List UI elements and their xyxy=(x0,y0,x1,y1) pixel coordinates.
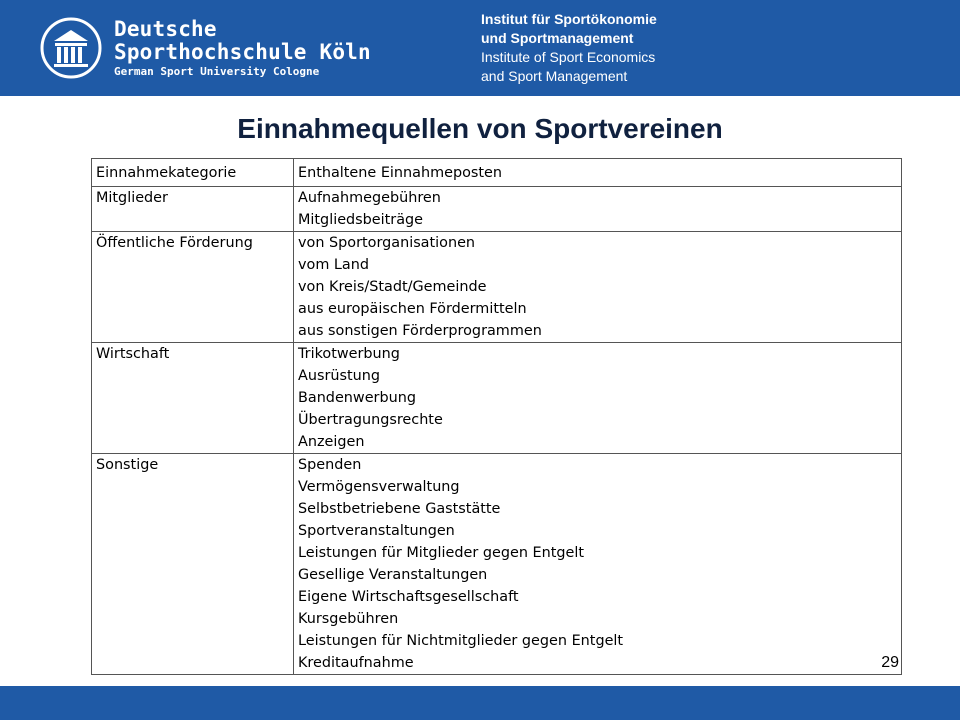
institute-line1: Institut für Sportökonomie xyxy=(481,11,657,27)
table-header-row xyxy=(92,159,902,187)
institute-line2: und Sportmanagement xyxy=(481,30,634,46)
header-category: Einnahmekategorie xyxy=(92,159,294,187)
list-item: Bandenwerbung xyxy=(298,390,416,406)
row-items xyxy=(294,187,902,232)
list-item: Kreditaufnahme xyxy=(298,655,414,671)
list-item: Kursgebühren xyxy=(298,611,399,627)
list-item: Trikotwerbung xyxy=(298,346,400,362)
table-row xyxy=(92,232,902,343)
list-item: von Kreis/Stadt/Gemeinde xyxy=(298,279,487,295)
list-item: aus europäischen Fördermitteln xyxy=(298,301,527,317)
row-items xyxy=(294,232,902,343)
list-item: Leistungen für Mitglieder gegen Entgelt xyxy=(298,545,585,561)
temple-columns-icon xyxy=(40,17,102,79)
logo-text-line3: German Sport University Cologne xyxy=(114,64,320,78)
table-row xyxy=(92,187,902,232)
header-bar xyxy=(0,0,960,96)
page-title: Einnahmequellen von Sportvereinen xyxy=(237,113,723,144)
income-sources-table xyxy=(91,158,902,675)
row-category: Öffentliche Förderung xyxy=(92,232,294,343)
table-row xyxy=(92,454,902,675)
row-category: Sonstige xyxy=(92,454,294,675)
logo-text-line2: Sporthochschule Köln xyxy=(114,39,371,64)
logo-text-line1: Deutsche xyxy=(114,16,217,41)
institute-line4: and Sport Management xyxy=(481,68,628,84)
list-item: Gesellige Veranstaltungen xyxy=(298,567,488,583)
list-item: Leistungen für Nichtmitglieder gegen Entgelt xyxy=(298,633,624,649)
list-item: Sportveranstaltungen xyxy=(298,523,455,539)
list-item: Vermögensverwaltung xyxy=(298,479,460,495)
university-logo xyxy=(40,16,371,80)
list-item: Anzeigen xyxy=(298,434,365,450)
page-number: 29 xyxy=(881,654,899,671)
list-item: von Sportorganisationen xyxy=(298,235,476,251)
list-item: Aufnahmegebühren xyxy=(298,190,441,206)
institute-name xyxy=(481,10,657,86)
list-item: vom Land xyxy=(298,257,370,273)
list-item: aus sonstigen Förderprogrammen xyxy=(298,323,542,339)
table-row xyxy=(92,343,902,454)
row-category: Wirtschaft xyxy=(92,343,294,454)
list-item: Eigene Wirtschaftsgesellschaft xyxy=(298,589,519,605)
footer-bar xyxy=(0,686,960,720)
row-category: Mitglieder xyxy=(92,187,294,232)
list-item: Mitgliedsbeiträge xyxy=(298,212,424,228)
header-items: Enthaltene Einnahmeposten xyxy=(294,159,902,187)
list-item: Spenden xyxy=(298,457,362,473)
row-items xyxy=(294,343,902,454)
list-item: Ausrüstung xyxy=(298,368,381,384)
list-item: Übertragungsrechte xyxy=(298,412,443,428)
list-item: Selbstbetriebene Gaststätte xyxy=(298,501,501,517)
institute-line3: Institute of Sport Economics xyxy=(481,49,656,65)
row-items xyxy=(294,454,902,675)
